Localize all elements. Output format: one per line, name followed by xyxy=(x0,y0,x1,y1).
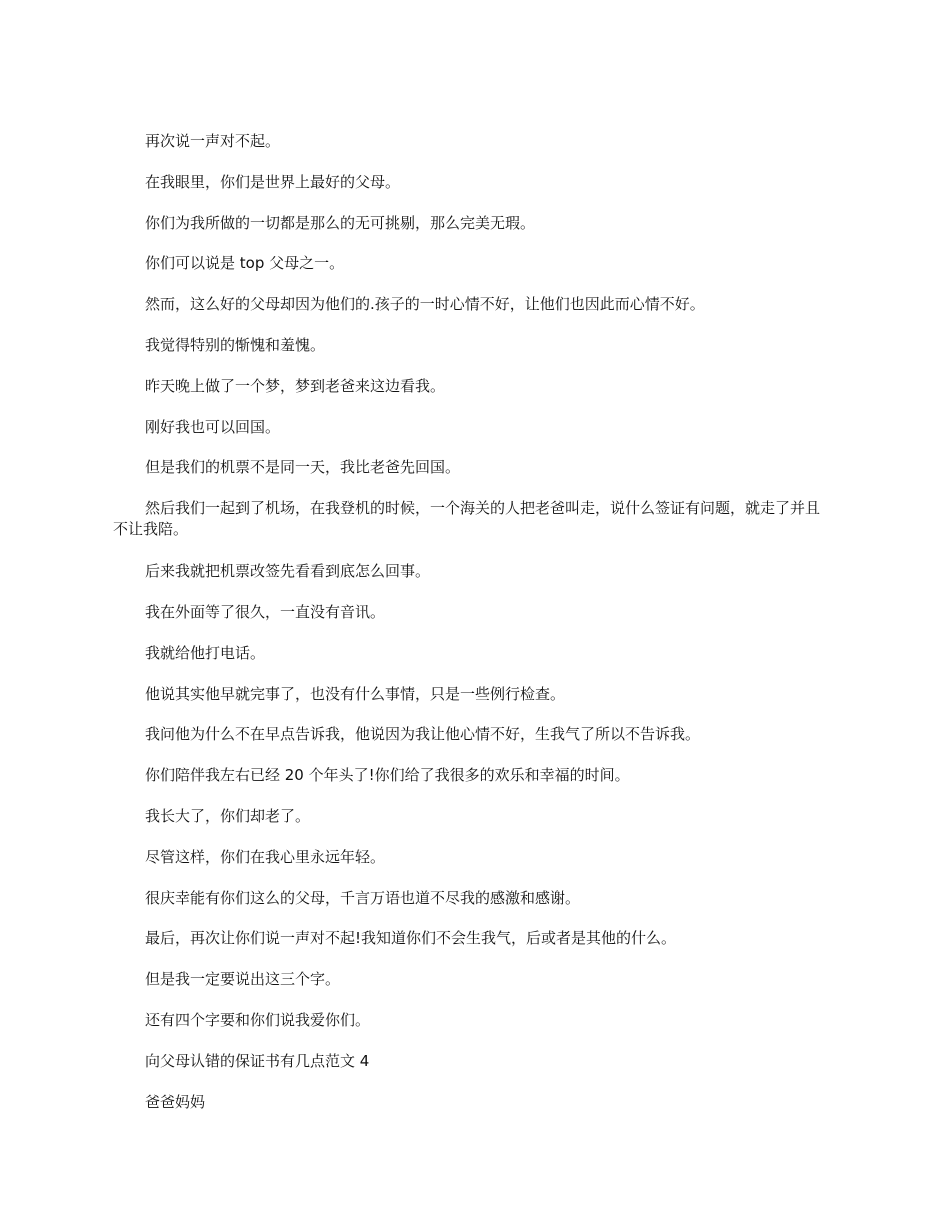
paragraph: 昨天晚上做了一个梦，梦到老爸来这边看我。 xyxy=(145,376,446,395)
paragraph: 后来我就把机票改签先看看到底怎么回事。 xyxy=(145,562,431,581)
paragraph: 我觉得特别的惭愧和羞愧。 xyxy=(145,335,326,354)
paragraph: 你们可以说是 top 父母之一。 xyxy=(145,254,345,273)
paragraph: 我问他为什么不在早点告诉我，他说因为我让他心情不好，生我气了所以不告诉我。 xyxy=(145,725,701,744)
paragraph: 再次说一声对不起。 xyxy=(145,132,281,150)
section-heading: 向父母认错的保证书有几点范文 4 xyxy=(145,1051,370,1070)
paragraph: 然而，这么好的父母却因为他们的.孩子的一时心情不好，让他们也因此而心情不好。 xyxy=(145,295,705,314)
document-body xyxy=(113,131,833,1132)
paragraph: 但是我们的机票不是同一天，我比老爸先回国。 xyxy=(145,458,461,477)
paragraph: 但是我一定要说出这三个字。 xyxy=(145,970,341,989)
paragraph: 尽管这样，你们在我心里永远年轻。 xyxy=(145,847,386,866)
paragraph: 最后，再次让你们说一声对不起!我知道你们不会生我气，后或者是其他的什么。 xyxy=(145,929,677,948)
paragraph: 在我眼里，你们是世界上最好的父母。 xyxy=(145,172,401,191)
salutation: 爸爸妈妈 xyxy=(145,1092,206,1111)
paragraph: 还有四个字要和你们说我爱你们。 xyxy=(145,1010,371,1029)
paragraph: 然后我们一起到了机场，在我登机的时候，一个海关的人把老爸叫走，说什么签证有问题，就走了并且不让我陪。 xyxy=(113,499,821,539)
paragraph: 很庆幸能有你们这么的父母，千言万语也道不尽我的感激和感谢。 xyxy=(145,888,581,907)
paragraph: 他说其实他早就完事了，也没有什么事情，只是一些例行检查。 xyxy=(145,684,566,703)
paragraph: 你们为我所做的一切都是那么的无可挑剔，那么完美无瑕。 xyxy=(145,213,536,232)
paragraph: 我就给他打电话。 xyxy=(145,643,266,662)
paragraph: 你们陪伴我左右已经 20 个年头了!你们给了我很多的欢乐和幸福的时间。 xyxy=(145,766,630,785)
paragraph: 我长大了，你们却老了。 xyxy=(145,806,311,825)
paragraph: 刚好我也可以回国。 xyxy=(145,417,281,436)
paragraph: 我在外面等了很久，一直没有音讯。 xyxy=(145,602,386,621)
